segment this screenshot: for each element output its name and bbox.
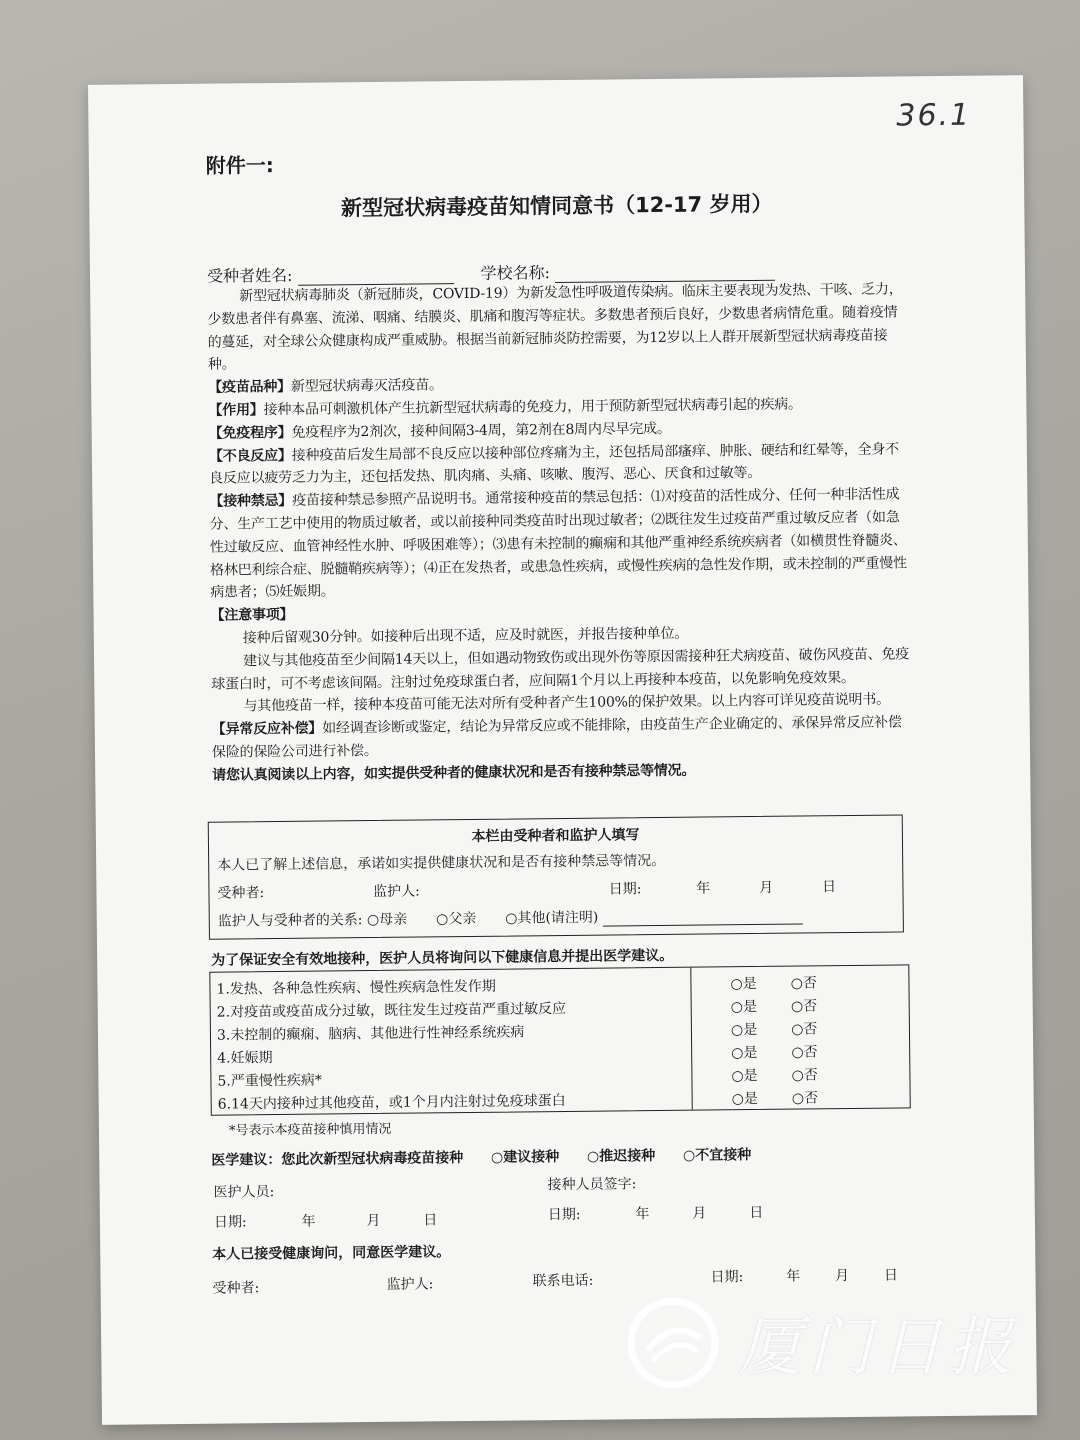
guardian-box-title: 本栏由受种者和监护人填写	[471, 827, 640, 845]
yes-option[interactable]: ○是	[730, 1021, 758, 1039]
relation-father-option[interactable]: ○父亲	[435, 910, 477, 928]
screening-intro: 为了保证安全有效地接种，医护人员将询问以下健康信息并提出医学建议。	[211, 947, 674, 969]
screening-question-6: 6.14天内接种过其他疫苗，或1个月内注射过免疫球蛋白	[217, 1092, 566, 1113]
screening-answer-row	[731, 995, 818, 1016]
recipient-name-label: 受种者姓名:	[206, 265, 293, 286]
final-guardian-label: 监护人:	[386, 1276, 434, 1293]
advice-recommend-option[interactable]: ○建议接种	[490, 1149, 560, 1166]
screening-question-2: 2.对疫苗或疫苗成分过敏，既往发生过疫苗严重过敏反应	[216, 1000, 567, 1021]
screening-answer-row	[731, 1018, 818, 1039]
yes-option[interactable]: ○是	[731, 1067, 758, 1085]
section-notes-head: 【注意事项】	[210, 606, 294, 624]
screening-table	[209, 964, 910, 1115]
recipient-sign-label: 受种者:	[217, 885, 265, 902]
yes-option[interactable]: ○是	[730, 998, 758, 1016]
screening-divider	[690, 968, 692, 1110]
no-option[interactable]: ○否	[791, 1044, 818, 1061]
guardian-date-label: 日期:	[608, 881, 642, 898]
guardian-sign-row	[217, 876, 836, 902]
yes-option[interactable]: ○是	[730, 975, 757, 993]
section-variety: 【疫苗品种】新型冠状病毒灭活疫苗。	[208, 377, 443, 396]
form-body	[207, 278, 912, 787]
vaccinator-sign-label: 接种人员签字:	[547, 1176, 637, 1194]
medical-advice-label: 医学建议：您此次新型冠状病毒疫苗接种	[211, 1150, 464, 1169]
acceptance-statement: 本人已接受健康询问，同意医学建议。	[212, 1244, 451, 1263]
footnote: *号表示本疫苗接种慎用情况	[228, 1121, 392, 1139]
section-schedule: 【免疫程序】免疫程序为2剂次，接种间隔3-4周，第2剂在8周内尽早完成。	[208, 420, 671, 442]
screening-question-3: 3.未控制的癫痫、脑病、其他进行性神经系统疾病	[216, 1024, 525, 1044]
no-option[interactable]: ○否	[790, 998, 818, 1015]
relation-other-option[interactable]: ○其他(请注明)	[505, 909, 599, 927]
final-recipient-label: 受种者:	[212, 1280, 260, 1297]
no-option[interactable]: ○否	[791, 1090, 819, 1107]
screening-answer-row	[731, 1041, 818, 1062]
no-option[interactable]: ○否	[791, 1067, 818, 1084]
medical-advice-row	[211, 1144, 751, 1170]
handwritten-number: 36.1	[896, 97, 972, 134]
guardian-statement: 本人已了解上述信息，承诺如实提供健康状况和是否有接种禁忌等情况。	[217, 852, 666, 874]
yes-option[interactable]: ○是	[731, 1090, 758, 1108]
screening-question-4: 4.妊娠期	[217, 1050, 273, 1067]
screening-answer-row	[731, 1064, 818, 1085]
relation-row	[218, 904, 803, 930]
intro-paragraph: 新型冠状病毒肺炎（新冠肺炎，COVID-19）为新发急性呼吸道传染病。临床主要表现为发热、干咳、乏力，少数患者伴有鼻塞、流涕、咽痛、结膜炎、肌痛和腹泻等症状。多数患者预后良好，少数患者病情危重。随着疫情的蔓延，对全球公众健康构成严重威胁。根据当前新冠肺炎防控需要，为12岁以上人群开展新型冠状病毒疫苗接种。	[207, 281, 903, 374]
guardian-sign-label: 监护人:	[373, 883, 420, 900]
form-title: 新型冠状病毒疫苗知情同意书（12-17 岁用）	[340, 191, 773, 221]
advice-postpone-option[interactable]: ○推迟接种	[586, 1148, 656, 1165]
screening-answer-row	[730, 972, 817, 993]
screening-question-1: 1.发热、各种急性疾病、慢性疾病急性发作期	[216, 978, 496, 998]
consent-form-paper	[88, 75, 1037, 1425]
guardian-sign-field[interactable]	[424, 894, 604, 896]
screening-question-5: 5.严重慢性疾病*	[217, 1072, 322, 1090]
no-option[interactable]: ○否	[790, 975, 817, 992]
notes-paragraph-1: 接种后留观30分钟。如接种后出现不适，应及时就医，并报告接种单位。	[242, 625, 689, 647]
screening-answer-row	[732, 1087, 819, 1108]
guardian-date-day: 日	[822, 879, 837, 896]
section-effect: 【作用】接种本品可刺激机体产生抗新型冠状病毒的免疫力，用于预防新型冠状病毒引起的疾病。	[208, 396, 802, 419]
notes-paragraph-3: 与其他疫苗一样，接种本疫苗可能无法对所有受种者产生100%的保护效果。以上内容可详见疫苗说明书。	[243, 691, 890, 715]
notes-paragraph-2: 建议与其他疫苗至少间隔14天以上，但如遇动物致伤或出现外伤等原因需接种狂犬病疫苗、破伤风疫苗、免疫球蛋白时，可不考虑该间隔。注射过免疫球蛋白者，应间隔1个月以上再接种本疫苗，以免影响免疫效果。	[211, 646, 910, 693]
yes-option[interactable]: ○是	[731, 1044, 758, 1062]
relation-other-field[interactable]	[603, 908, 803, 926]
staff-date-left: 日期: 年 月 日	[213, 1212, 438, 1231]
guardian-date-month: 月	[759, 879, 774, 896]
advice-unsuitable-option[interactable]: ○不宜接种	[682, 1147, 752, 1164]
newspaper-watermark	[618, 1288, 1048, 1398]
no-option[interactable]: ○否	[791, 1021, 818, 1038]
attachment-label: 附件一:	[205, 152, 274, 178]
staff-date-right: 日期: 年 月 日	[547, 1204, 764, 1224]
section-compensation: 【异常反应补偿】如经调查诊断或鉴定，结论为异常反应或不能排除，由疫苗生产企业确定的、承保异常反应补偿保险的保险公司进行补偿。	[211, 714, 902, 761]
section-adverse: 【不良反应】接种疫苗后发生局部不良反应以接种部位疼痛为主，还包括局部瘙痒、肿胀、硬结和红晕等，全身不良反应以疲劳乏力为主，还包括发热、肌肉痛、头痛、咳嗽、腹泻、恶心、厌食和过敏等。	[208, 441, 899, 488]
section-contraindications: 【接种禁忌】疫苗接种禁忌参照产品说明书。通常接种疫苗的禁忌包括：⑴对疫苗的活性成分、任何一种非活性成分、生产工艺中使用的物质过敏者，或以前接种同类疫苗时出现过敏者；⑵既往发生过疫苗严重过敏反应者（如急性过敏反应、血管神经性水肿、呼吸困难等）；⑶患有未控制的癫痫和其他严重神经系统疾病者（如横贯性脊髓炎、格林巴利综合症、脱髓鞘疾病等）；⑷正在发热者，或患急性疾病，或慢性疾病的急性发作期，或未控制的严重慢性病患者；⑸妊娠期。	[209, 486, 907, 602]
watermark-logo-icon	[618, 1288, 728, 1398]
final-phone-label: 联系电话:	[532, 1272, 594, 1290]
medical-staff-label: 医护人员:	[213, 1184, 275, 1201]
read-notice: 请您认真阅读以上内容，如实提供受种者的健康状况和是否有接种禁忌等情况。	[212, 762, 696, 784]
relation-label: 监护人与受种者的关系:	[217, 912, 363, 930]
recipient-sign-field[interactable]	[269, 896, 369, 897]
relation-mother-option[interactable]: ○母亲	[366, 911, 408, 929]
guardian-box	[208, 814, 904, 939]
school-name-label: 学校名称:	[480, 263, 551, 283]
final-date-row: 日期: 年 月 日	[710, 1267, 899, 1286]
guardian-date-year: 年	[696, 880, 711, 897]
watermark-text: 厦门日报	[738, 1311, 1018, 1385]
